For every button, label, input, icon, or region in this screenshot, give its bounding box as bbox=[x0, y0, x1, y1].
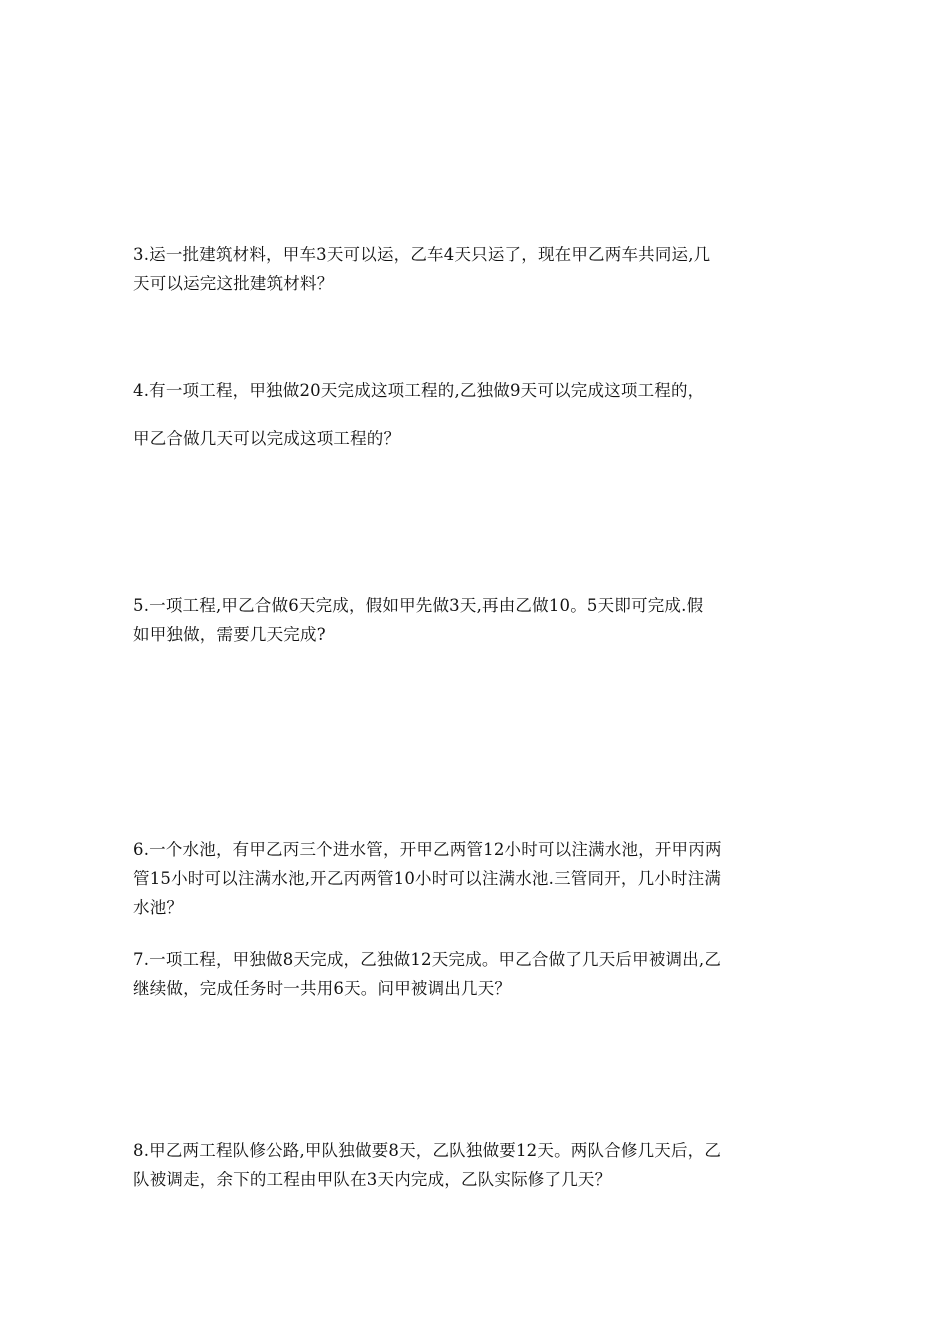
problem-6-line-3: 水池？ bbox=[133, 898, 184, 917]
problem-5-line-2: 如甲独做，需要几天完成? bbox=[133, 625, 326, 644]
problem-3-line-1: 3.运一批建筑材料，甲车3天可以运，乙车4天只运了，现在甲乙两车共同运,几 bbox=[133, 245, 711, 264]
problem-3 bbox=[133, 240, 823, 298]
problem-7 bbox=[133, 945, 823, 1003]
problem-6-line-2: 管15小时可以注满水池,开乙丙两管10小时可以注满水池.三管同开，几小时注满 bbox=[133, 869, 722, 888]
problem-8 bbox=[133, 1136, 823, 1194]
problem-5-line-1: 5.一项工程,甲乙合做6天完成，假如甲先做3天,再由乙做10。5天即可完成.假 bbox=[133, 596, 704, 615]
problem-6 bbox=[133, 835, 823, 922]
problem-6-line-1: 6.一个水池，有甲乙丙三个进水管，开甲乙两管12小时可以注满水池，开甲丙两 bbox=[133, 840, 722, 859]
problem-8-line-1: 8.甲乙两工程队修公路,甲队独做要8天，乙队独做要12天。两队合修几天后，乙 bbox=[133, 1141, 722, 1160]
problem-7-line-2: 继续做，完成任务时一共用6天。问甲被调出几天？ bbox=[133, 979, 512, 998]
problem-3-line-2: 天可以运完这批建筑材料？ bbox=[133, 274, 334, 293]
problem-4-line-1: 4.有一项工程，甲独做20天完成这项工程的,乙独做9天可以完成这项工程的， bbox=[133, 381, 705, 400]
problem-8-line-2: 队被调走，余下的工程由甲队在3天内完成，乙队实际修了几天？ bbox=[133, 1170, 612, 1189]
problem-4 bbox=[133, 376, 823, 453]
problem-5 bbox=[133, 591, 823, 649]
problem-4-line-2: 甲乙合做几天可以完成这项工程的？ bbox=[133, 429, 401, 448]
problem-7-line-1: 7.一项工程，甲独做8天完成，乙独做12天完成。甲乙合做了几天后甲被调出,乙 bbox=[133, 950, 722, 969]
